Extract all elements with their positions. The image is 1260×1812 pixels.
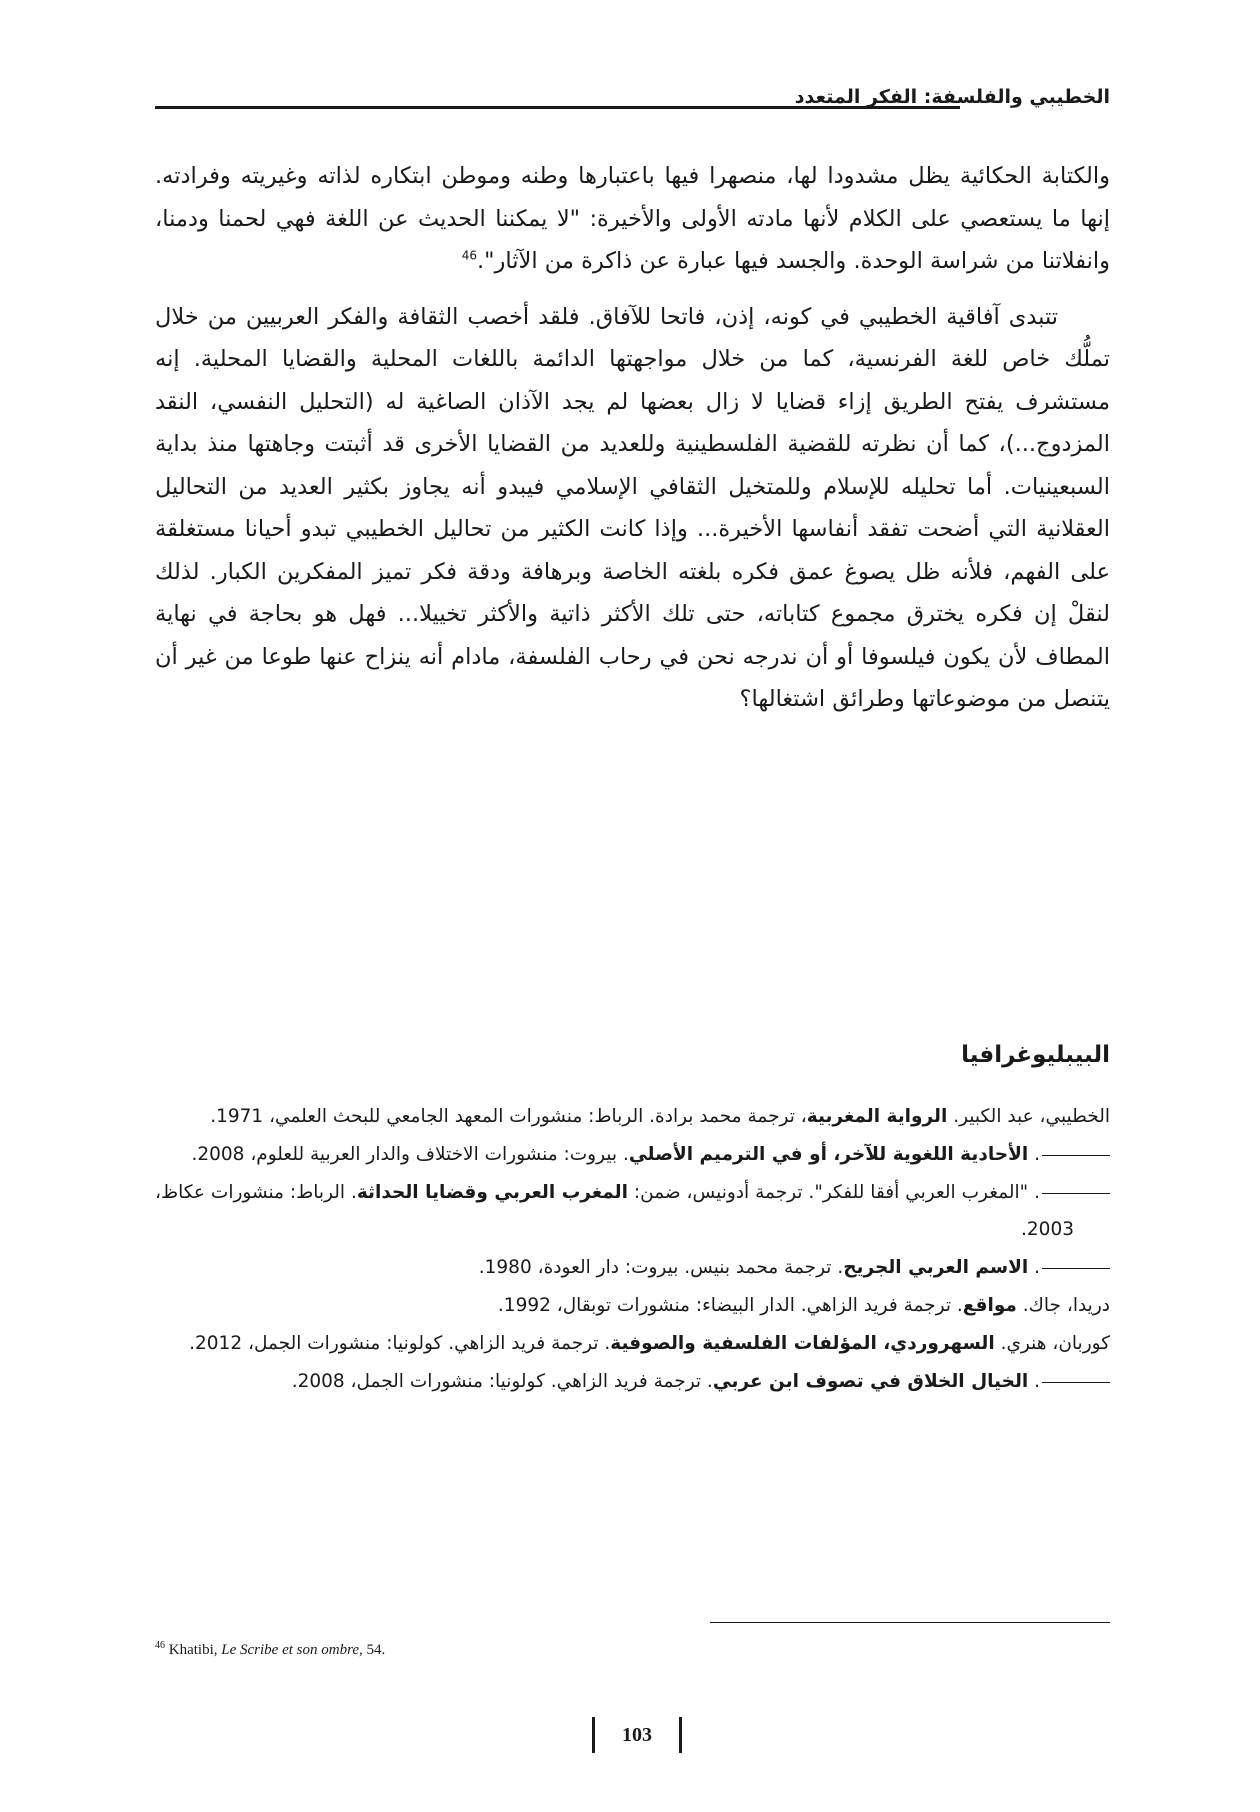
entry-author: . "المغرب العربي أفقا للفكر". ترجمة أدونيس، ضمن:: [627, 1182, 1040, 1203]
body-text: [155, 155, 1110, 734]
footnote: [155, 1642, 385, 1659]
running-header-title: الخطيبي والفلسفة: الفكر المتعدد: [794, 86, 1110, 108]
entry-author: .: [1028, 1257, 1040, 1278]
page-number: [592, 1715, 682, 1755]
entry-title: الخيال الخلاق في تصوف ابن عربي: [712, 1371, 1029, 1392]
paragraph-1-text: والكتابة الحكائية يظل مشدودا لها، منصهرا فيها باعتبارها وطنه وموطن ابتكاره لذاته وغيريته وفرادته. إنها ما يستعصي على الكلام لأنها مادته الأولى والأخيرة: "لا يمكننا الحديث عن اللغة فهي لحمنا ودمنا، وانفلاتنا من شراسة الوحدة. والجسد فيها عبارة عن ذاكرة من الآثار".: [155, 163, 1110, 274]
repeat-author-dash: [1042, 1155, 1110, 1156]
entry-author: الخطيبي، عبد الكبير.: [947, 1106, 1110, 1127]
bibliography-entry: [155, 1325, 1110, 1362]
footnote-page: , 54.: [359, 1642, 386, 1658]
bibliography-entry: [155, 1136, 1110, 1173]
bibliography-entry: [155, 1098, 1110, 1135]
repeat-author-dash: [1042, 1268, 1110, 1269]
entry-details: . ترجمة محمد بنيس. بيروت: دار العودة، 1980.: [478, 1257, 844, 1278]
entry-details: . الرباط: منشورات عكاظ، 2003.: [155, 1182, 1074, 1240]
entry-title: المغرب العربي وقضايا الحداثة: [356, 1182, 628, 1203]
footnote-number: 46: [155, 1640, 165, 1651]
running-header: [155, 86, 1110, 116]
entry-author: دريدا، جاك.: [1016, 1295, 1110, 1316]
bibliography-entry: [155, 1287, 1110, 1324]
bibliography-entry: [155, 1174, 1110, 1248]
entry-author: .: [1028, 1371, 1040, 1392]
page-number-bar-right: [679, 1717, 682, 1753]
paragraph-2: تتبدى آفاقية الخطيبي في كونه، إذن، فاتحا للآفاق. فلقد أخصب الثقافة والفكر العربيين من خلال تملُّك خاص للغة الفرنسية، كما من خلال مواجهتها الدائمة باللغات المحلية والقضايا المحلية. إنه مستشرف يفتح الطريق إزاء قضايا لا زال بعضها لم يجد الآذان الصاغية له (التحليل النفسي، النقد المزدوج...)، كما أن نظرته للقضية الفلسطينية وللعديد من القضايا الأخرى قد أثبتت وجاهتها منذ بداية السبعينيات. أما تحليله للإسلام وللمتخيل الثقافي الإسلامي فيبدو أنه يجاوز بكثير العديد من التحاليل العقلانية التي أضحت تفقد أنفاسها الأخيرة... وإذا كانت الكثير من تحاليل الخطيبي تبدو أحيانا مستغلقة على الفهم، فلأنه ظل يصوغ عمق فكره بلغته الخاصة وبرهافة ودقة فكر تميز المفكرين الكبار. لذلك لنقلْ إن فكره يخترق مجموع كتاباته، حتى تلك الأكثر ذاتية والأكثر تخييلا... فهل هو بحاجة في نهاية المطاف لأن يكون فيلسوفا أو أن ندرجه نحن في رحاب الفلسفة، مادام أنه ينزاح عنها طوعا من غير أن يتنصل من موضوعاتها وطرائق اشتغالها؟: [155, 303, 1110, 712]
entry-details: . بيروت: منشورات الاختلاف والدار العربية للعلوم، 2008.: [191, 1144, 629, 1165]
bibliography-title: البيبليوغرافيا: [961, 1042, 1110, 1068]
entry-details: . ترجمة فريد الزاهي. كولونيا: منشورات الجمل، 2008.: [291, 1371, 713, 1392]
entry-author: كوربان، هنري.: [994, 1333, 1110, 1354]
entry-title: الأحادية اللغوية للآخر، أو في الترميم الأصلي: [628, 1144, 1029, 1165]
paragraph-1: [155, 155, 1110, 283]
entry-title: السهروردي، المؤلفات الفلسفية والصوفية: [610, 1333, 995, 1354]
bibliography-list: [155, 1098, 1110, 1401]
page-number-text: 103: [622, 1724, 652, 1746]
entry-title: الاسم العربي الجريح: [843, 1257, 1029, 1278]
repeat-author-dash: [1042, 1193, 1110, 1194]
entry-details: . ترجمة فريد الزاهي. الدار البيضاء: منشورات توبقال، 1992.: [497, 1295, 963, 1316]
bibliography-entry: [155, 1363, 1110, 1400]
bibliography-entry: [155, 1249, 1110, 1286]
entry-author: .: [1028, 1144, 1040, 1165]
entry-title: الرواية المغربية: [806, 1106, 948, 1127]
repeat-author-dash: [1042, 1382, 1110, 1383]
footnote-ref[interactable]: 46: [461, 248, 478, 263]
entry-title: مواقع: [962, 1295, 1017, 1316]
footnote-title: Le Scribe et son ombre: [221, 1642, 360, 1658]
footnote-separator: [710, 1622, 1110, 1623]
entry-details: . ترجمة فريد الزاهي. كولونيا: منشورات الجمل، 2012.: [189, 1333, 611, 1354]
entry-details: ، ترجمة محمد برادة. الرباط: منشورات المعهد الجامعي للبحث العلمي، 1971.: [210, 1106, 807, 1127]
page-number-bar-left: [592, 1717, 595, 1753]
footnote-author: Khatibi,: [168, 1642, 222, 1658]
